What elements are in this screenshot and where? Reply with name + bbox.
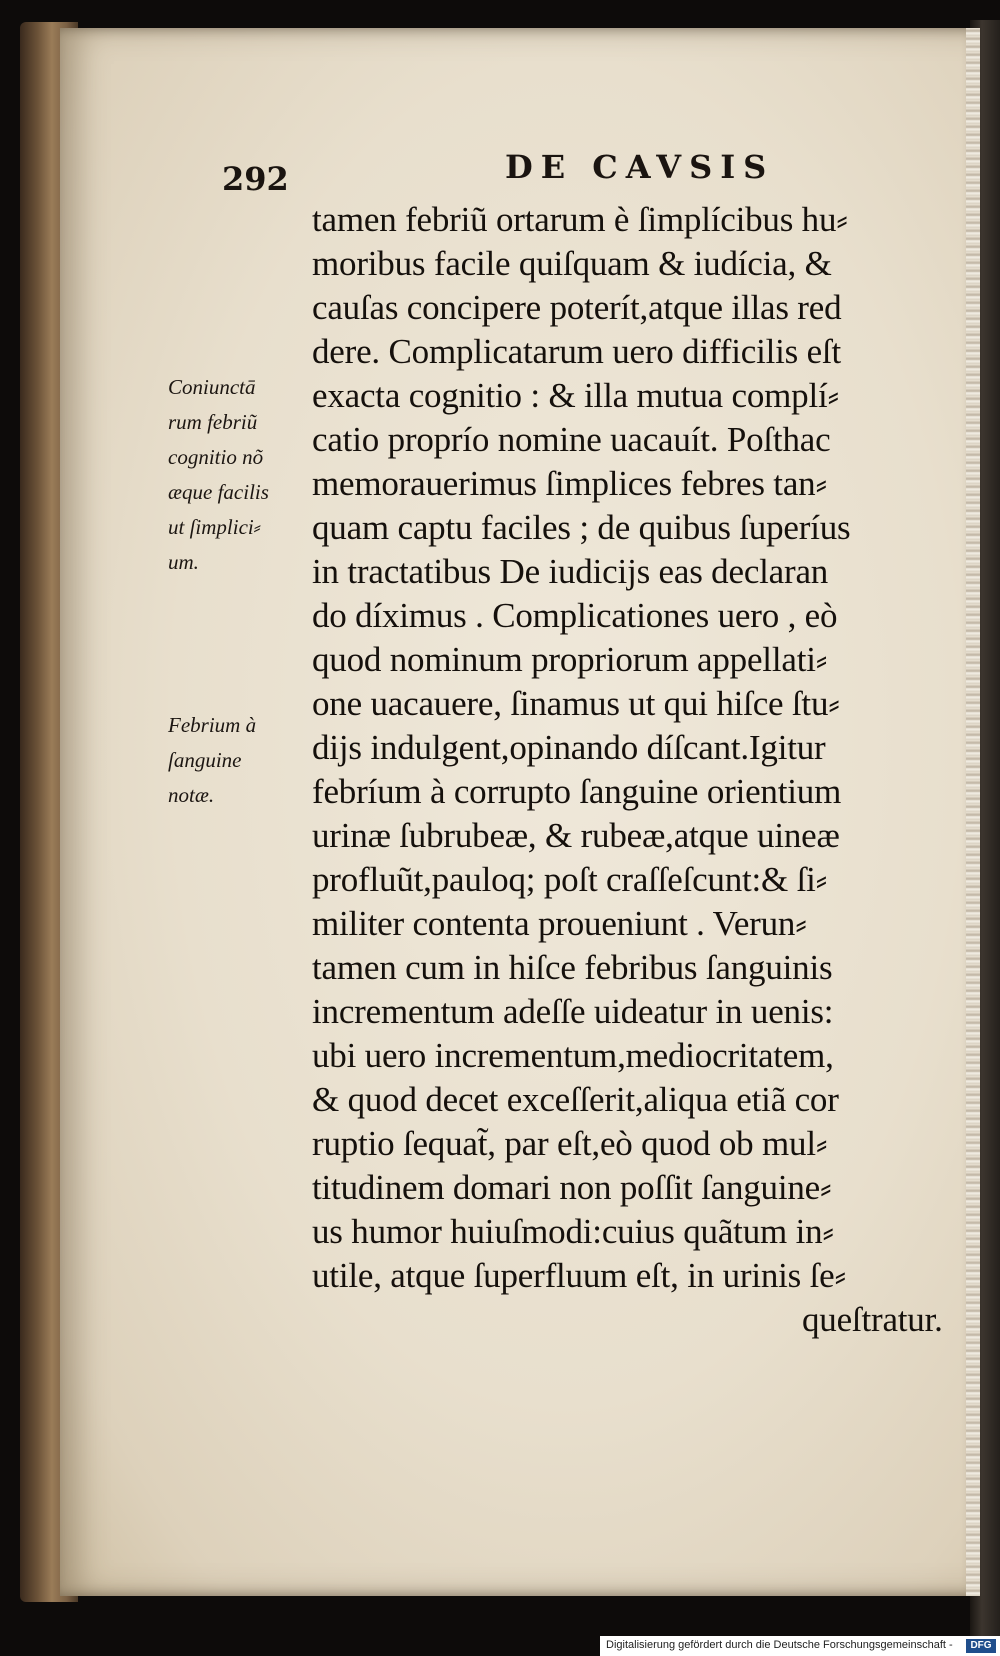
text-line: profluũt,pauloq; poſt craſſeſcunt:& ſi⸗ [312,860,828,899]
text-line: febríum à corrupto ſanguine orientium [312,772,842,811]
margin-note-conjunct-fevers [168,370,318,580]
margin-note-line: ſanguine [168,748,242,772]
margin-note-line: Febrium à [168,713,257,737]
text-line: incrementum adeſſe uideatur in uenis: [312,992,834,1031]
text-line: us humor huiuſmodi:cuius quãtum in⸗ [312,1212,834,1251]
text-line: tamen febriũ ortarum è ſimplícibus hu⸗ [312,200,848,239]
margin-note-line: æque facilis [168,480,269,504]
margin-note-blood-fevers [168,708,318,813]
dfg-logo: DFG [966,1639,996,1653]
text-line: exacta cognitio : & illa mutua complí⸗ [312,376,839,415]
margin-note-line: notæ. [168,783,215,807]
page-number: 292 [222,160,289,198]
text-line: dere. Complicatarum uero difficilis eſt [312,332,842,371]
text-line: cauſas concipere poterít,atque illas red [312,288,842,327]
text-line: utile, atque ſuperfluum eſt, in urinis ſe⸗ [312,1256,846,1295]
text-line: one uacauere, ſinamus ut qui hiſce ſtu⸗ [312,684,840,723]
running-head: DE CAVSIS [505,148,775,186]
margin-note-line: Coniunctā [168,375,256,399]
text-line: militer contenta proueniunt . Verun⸗ [312,904,807,943]
footer-credit: Digitalisierung gefördert durch die Deutsche Forschungsgemeinschaft - [606,1639,953,1651]
text-line: & quod decet exceſſerit,aliqua etiã cor [312,1080,839,1119]
text-line: titudinem domari non poſſit ſanguine⸗ [312,1168,832,1207]
body-text [312,198,992,1342]
text-line: urinæ ſubrubeæ, & rubeæ,atque uineæ [312,816,840,855]
text-line: quod nominum propriorum appellati⸗ [312,640,828,679]
text-line: dĳs indulgent,opinando díſcant.Igitur [312,728,826,767]
text-line: ubi uero incrementum,mediocritatem, [312,1036,834,1075]
text-line: memorauerimus ſimplices febres tan⸗ [312,464,827,503]
text-line: quam captu faciles ; de quibus ſuperíus [312,508,851,547]
margin-note-line: cognitio nõ [168,445,264,469]
text-line: moribus facile quiſquam & iudícia, & [312,244,832,283]
margin-note-line: um. [168,550,199,574]
text-line-last: queſtratur. [802,1300,943,1339]
text-line: in tractatibus De iudicĳs eas declaran [312,552,829,591]
text-line: catio proprío nomine uacauít. Poſthac [312,420,831,459]
text-line: tamen cum in hiſce febribus ſanguinis [312,948,833,987]
text-line: ruptio ſequat̃, par eſt,eò quod ob mul⸗ [312,1124,828,1163]
text-line: do díximus . Complicationes uero , eò [312,596,838,635]
margin-note-line: ut ſimplici⸗ [168,515,261,539]
margin-note-line: rum febriũ [168,410,258,434]
